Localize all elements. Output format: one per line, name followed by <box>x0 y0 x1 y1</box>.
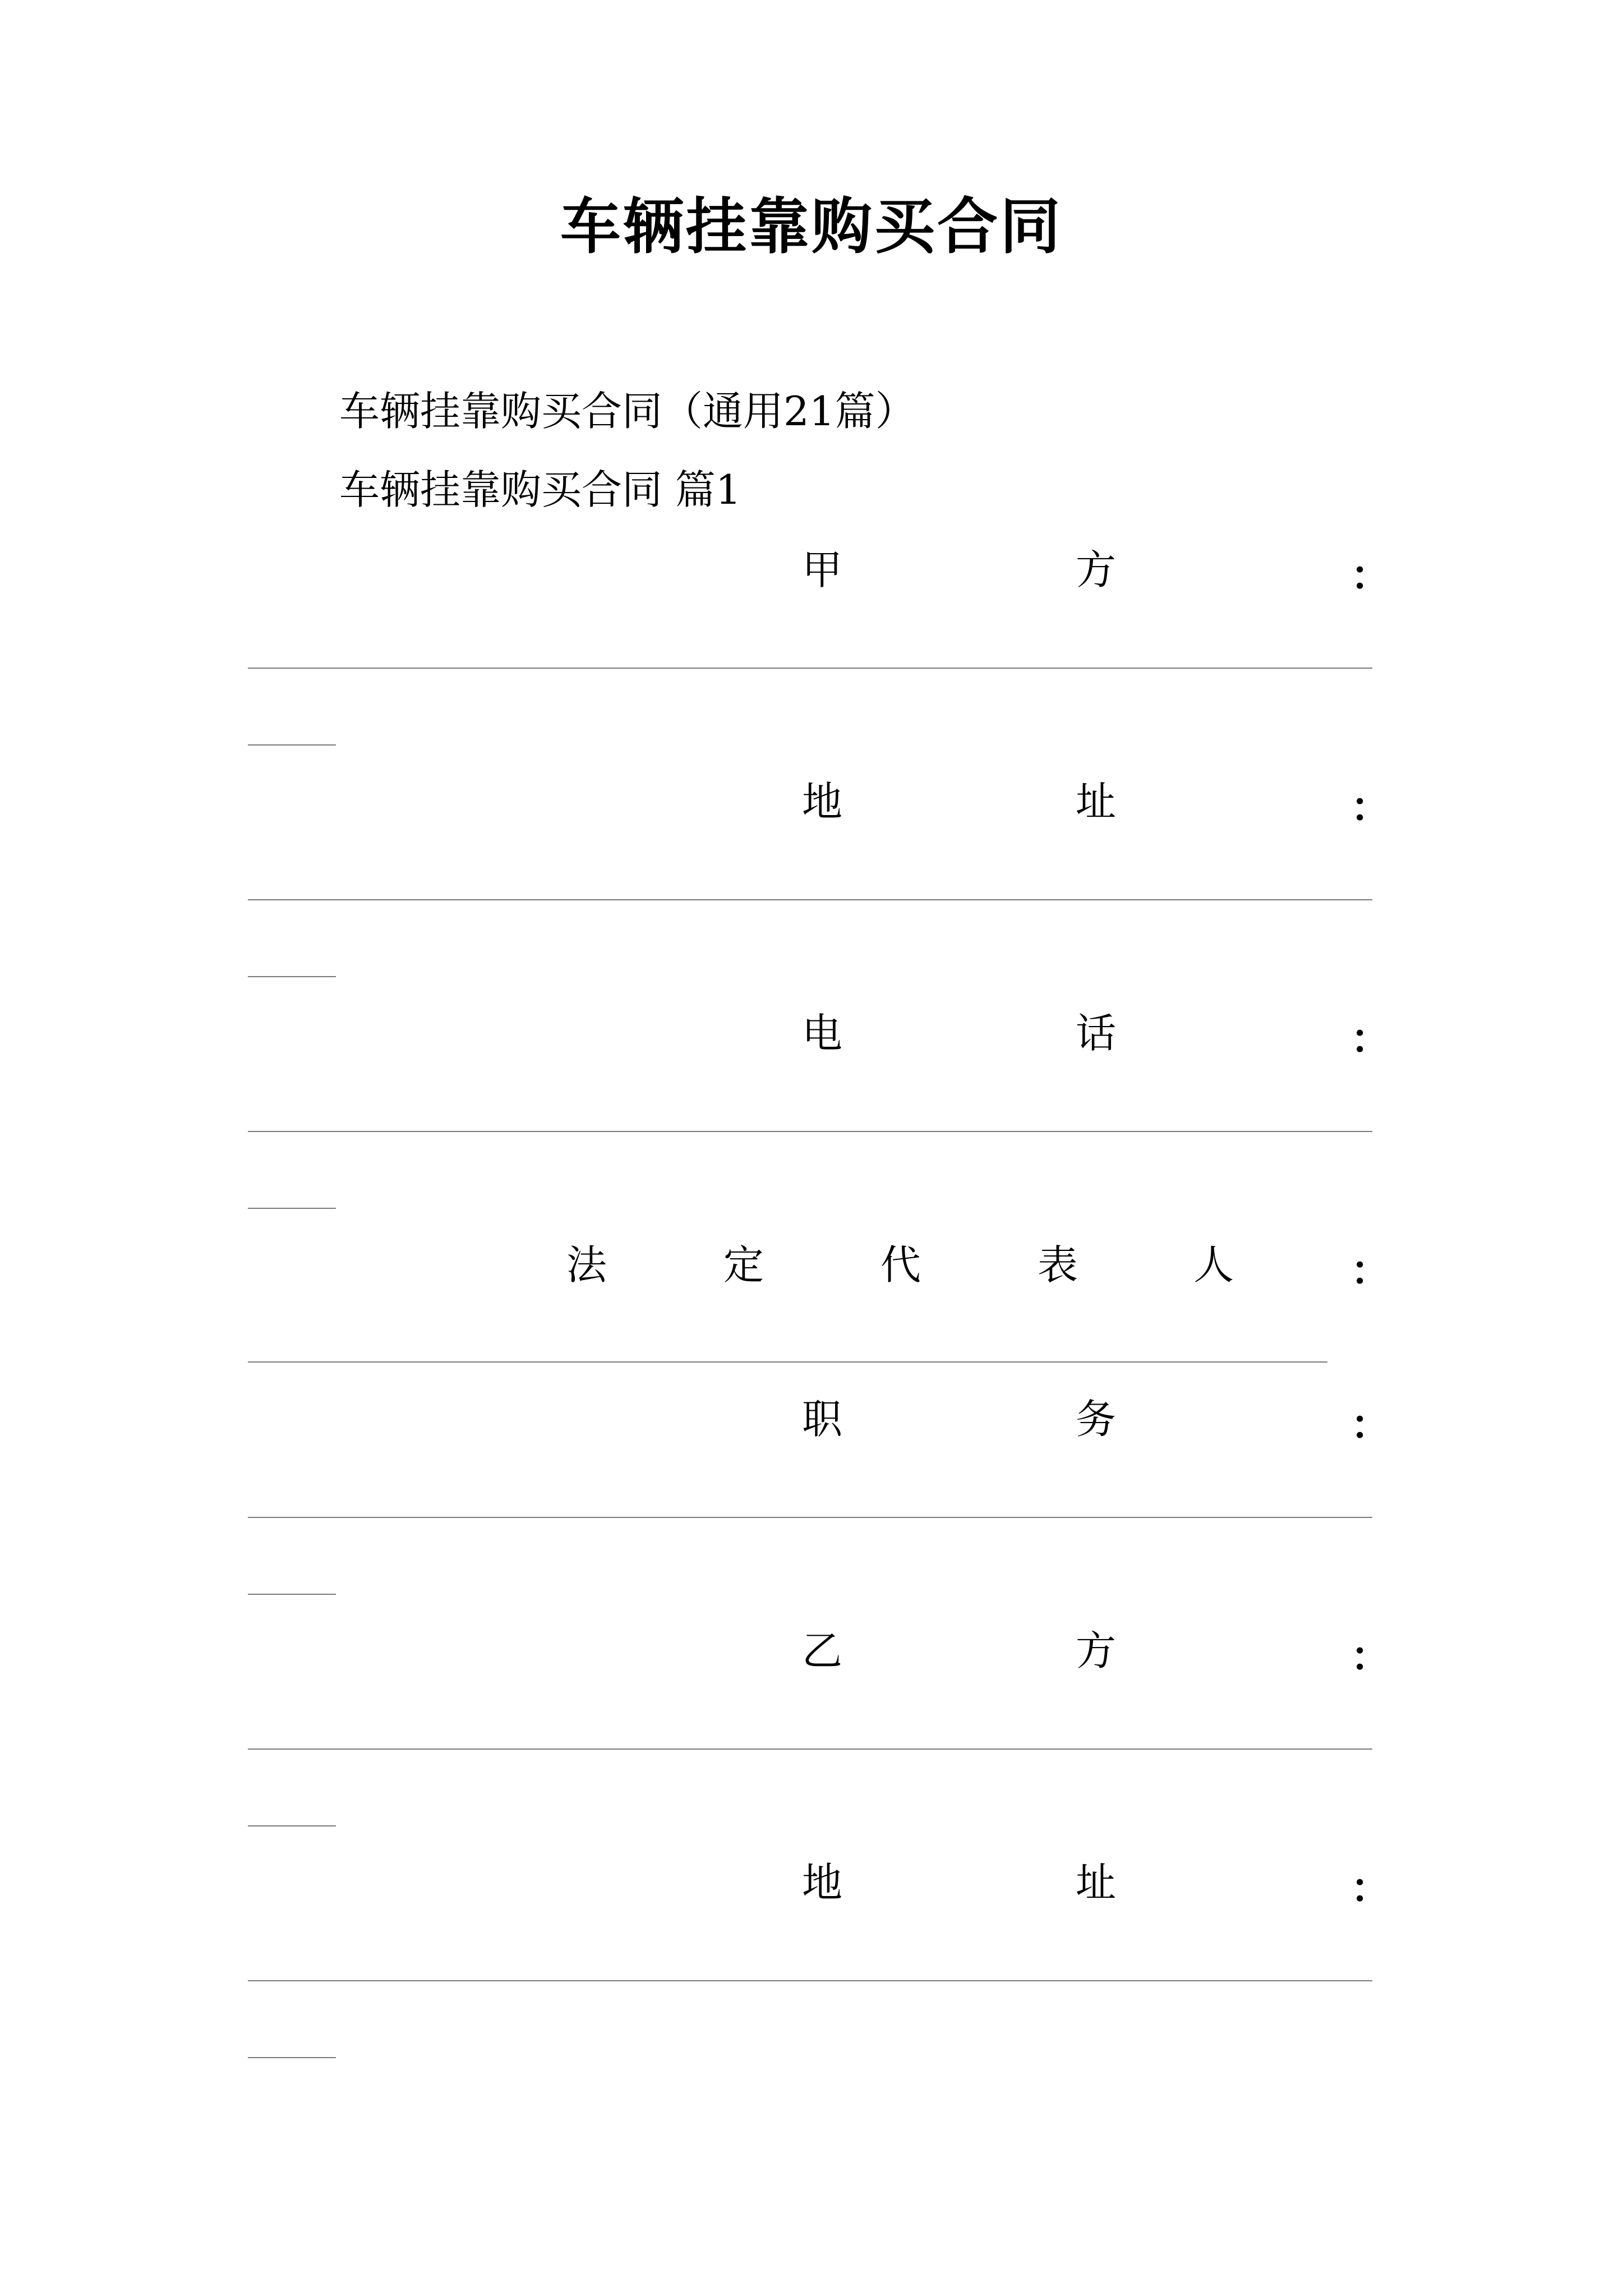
party-b-address-fill-line-end <box>248 2057 336 2058</box>
party-a-fill-line <box>248 668 1372 669</box>
party-b-char-2: 方 <box>1076 1627 1117 1674</box>
party-b-address-colon: ： <box>1350 1864 1391 1912</box>
party-a-phone-fill-line <box>248 1131 1372 1132</box>
party-a-phone-char-2: 话 <box>1076 1010 1117 1057</box>
position-char-1: 职 <box>802 1396 843 1443</box>
legal-representative-char-4: 表 <box>1038 1241 1078 1289</box>
party-a-phone-char-1: 电 <box>802 1010 843 1057</box>
party-a-char-2: 方 <box>1076 546 1117 593</box>
party-b-colon: ： <box>1350 1632 1391 1680</box>
party-b-fill-line <box>248 1749 1372 1750</box>
party-a-address-char-2: 址 <box>1076 778 1117 825</box>
party-a-phone-colon: ： <box>1350 1015 1391 1062</box>
legal-representative-fill-line <box>248 1361 1327 1363</box>
party-a-fill-line-end <box>248 744 336 746</box>
party-a-address-char-1: 地 <box>802 778 843 825</box>
party-a-address-colon: ： <box>1350 783 1391 831</box>
party-a-address-fill-line-end <box>248 976 336 977</box>
position-char-2: 务 <box>1076 1396 1117 1443</box>
party-a-colon: ： <box>1350 551 1391 599</box>
section-heading: 车辆挂靠购买合同 篇1 <box>339 466 741 513</box>
party-b-fill-line-end <box>248 1825 336 1826</box>
party-b-address-fill-line <box>248 1980 1372 1981</box>
party-b-char-1: 乙 <box>802 1627 843 1674</box>
legal-representative-char-2: 定 <box>723 1241 764 1289</box>
party-a-char-1: 甲 <box>802 546 843 593</box>
legal-representative-char-1: 法 <box>566 1241 607 1289</box>
position-fill-line <box>248 1517 1372 1518</box>
document-subtitle: 车辆挂靠购买合同（通用21篇） <box>339 388 916 435</box>
legal-representative-colon: ： <box>1350 1246 1391 1294</box>
party-b-address-char-1: 地 <box>802 1859 843 1906</box>
party-b-address-char-2: 址 <box>1076 1859 1117 1906</box>
party-a-phone-fill-line-end <box>248 1208 336 1209</box>
legal-representative-char-3: 代 <box>880 1241 921 1289</box>
document-title: 车辆挂靠购买合同 <box>560 191 1063 262</box>
legal-representative-char-5: 人 <box>1193 1241 1234 1289</box>
party-a-address-fill-line <box>248 899 1372 900</box>
position-colon: ： <box>1350 1401 1391 1448</box>
position-fill-line-end <box>248 1594 336 1595</box>
